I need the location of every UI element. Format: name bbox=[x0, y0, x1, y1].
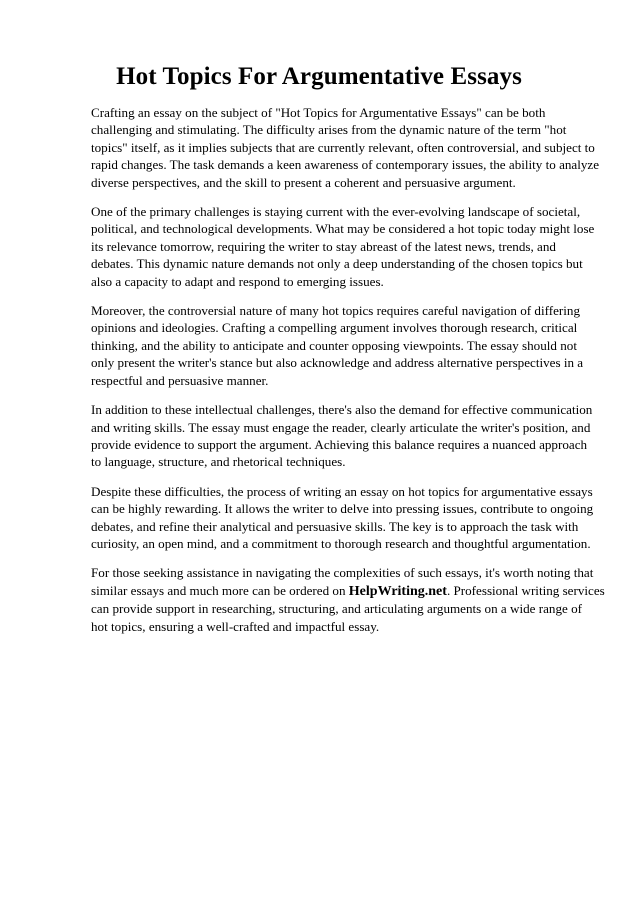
text-line: Moreover, the controversial nature of many hot topics requires careful navigation of differing bbox=[91, 303, 580, 319]
text-segment: similar essays and much more can be ordered on bbox=[91, 582, 349, 598]
helpwriting-link[interactable]: HelpWriting.net bbox=[348, 583, 447, 599]
text-line: its relevance tomorrow, requiring the writer to stay abreast of the latest news, trends, and bbox=[91, 238, 556, 254]
paragraph-3 bbox=[91, 302, 594, 389]
text-line: and writing skills. The essay must engage the reader, clearly articulate the writer's position, and bbox=[91, 419, 591, 435]
text-line: curiosity, an open mind, and a commitment to thorough research and thoughtful argumentation. bbox=[91, 535, 591, 551]
document-body bbox=[91, 104, 605, 647]
paragraph-2 bbox=[91, 203, 594, 290]
text-line: Despite these difficulties, the process of writing an essay on hot topics for argumentative essays bbox=[91, 483, 593, 499]
text-line: can provide support in researching, structuring, and articulating arguments on a wide range of bbox=[91, 601, 582, 617]
text-line: challenging and stimulating. The difficulty arises from the dynamic nature of the term "hot bbox=[91, 122, 567, 138]
text-line: For those seeking assistance in navigating the complexities of such essays, it's worth noting that bbox=[91, 565, 594, 581]
paragraph-6 bbox=[91, 564, 605, 635]
page-title: Hot Topics For Argumentative Essays bbox=[116, 63, 522, 90]
text-line: In addition to these intellectual challenges, there's also the demand for effective communication bbox=[91, 402, 593, 418]
text-line: respectful and persuasive manner. bbox=[91, 372, 269, 388]
text-line: to language, structure, and rhetorical techniques. bbox=[91, 454, 346, 470]
paragraph-4 bbox=[91, 401, 594, 471]
text-line: opinions and ideologies. Crafting a compelling argument involves thorough research, critical bbox=[91, 320, 578, 336]
text-line: political, and technological developments. What may be considered a hot topic today might lose bbox=[91, 221, 595, 237]
text-line: hot topics, ensuring a well-crafted and impactful essay. bbox=[91, 618, 380, 634]
text-line: also a capacity to adapt and respond to emerging issues. bbox=[91, 273, 384, 289]
text-line-with-link bbox=[91, 582, 605, 600]
text-line: One of the primary challenges is staying current with the ever-evolving landscape of societal, bbox=[91, 204, 581, 220]
text-line: diverse perspectives, and the skill to present a coherent and persuasive argument. bbox=[91, 174, 516, 190]
text-line: Crafting an essay on the subject of "Hot Topics for Argumentative Essays" can be both bbox=[91, 105, 546, 120]
paragraph-1 bbox=[91, 104, 600, 191]
paragraph-5 bbox=[91, 483, 594, 553]
text-line: provide evidence to support the argument. Achieving this balance requires a nuanced approach bbox=[91, 436, 588, 452]
text-line: topics" itself, as it implies subjects that are currently relevant, often controversial, and subject to bbox=[91, 139, 595, 155]
text-line: thinking, and the ability to anticipate and counter opposing viewpoints. The essay should not bbox=[91, 337, 577, 353]
text-segment: . Professional writing services bbox=[446, 582, 605, 598]
text-line: only present the writer's stance but also acknowledge and address alternative perspectives in a bbox=[91, 355, 584, 371]
text-line: can be highly rewarding. It allows the writer to delve into pressing issues, contribute to ongoing bbox=[91, 501, 594, 517]
text-line: rapid changes. The task demands a keen awareness of contemporary issues, the ability to analyze bbox=[91, 157, 600, 173]
text-line: debates. This dynamic nature demands not only a deep understanding of the chosen topics but bbox=[91, 256, 583, 272]
text-line: debates, and refine their analytical and persuasive skills. The key is to approach the task with bbox=[91, 518, 579, 534]
